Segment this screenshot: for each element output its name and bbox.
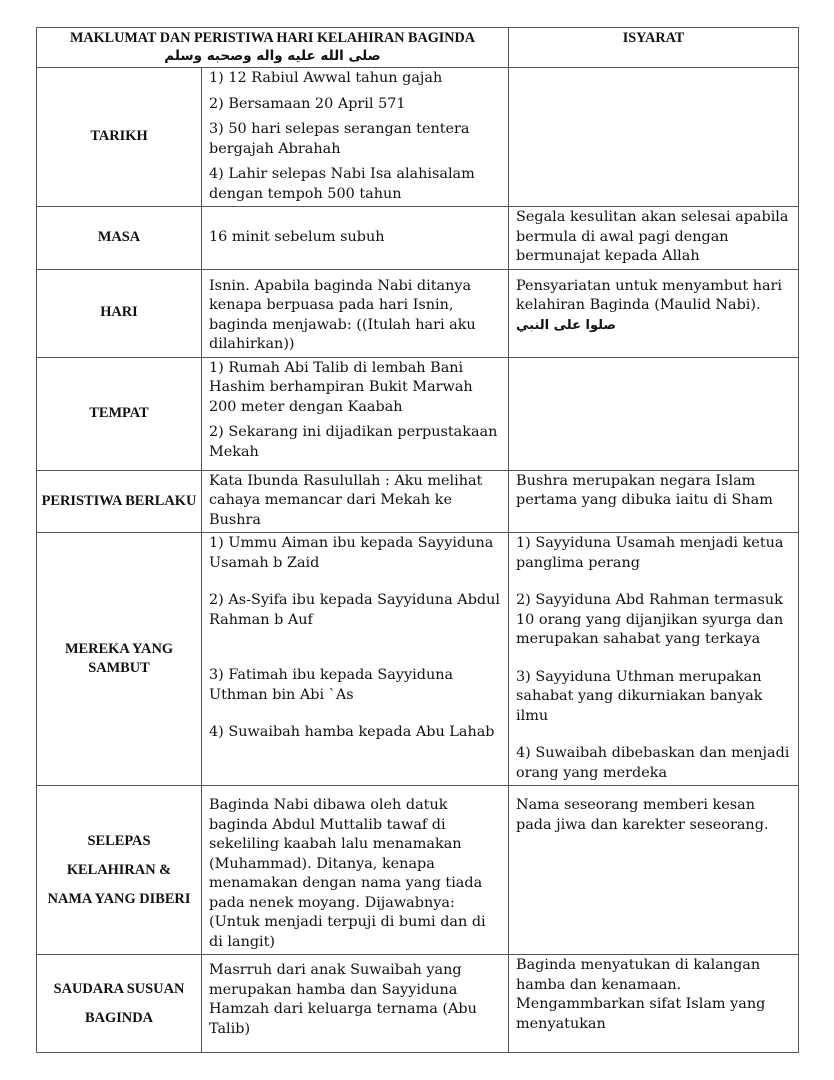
info-item: 1) Rumah Abi Talib di lembah Bani Hashim berhampiran Bukit Marwah 200 meter dengan Kaabah — [209, 359, 473, 415]
table-row — [37, 786, 799, 955]
sign-item: 1) Sayyiduna Usamah menjadi ketua panglima perang — [516, 535, 784, 571]
sign-cell — [509, 357, 799, 470]
row-label-line: BAGINDA — [85, 1009, 153, 1026]
sign-item: Baginda menyatukan di kalangan hamba dan kenamaan. Mengammbarkan sifat Islam yang menyatukan — [516, 957, 766, 1032]
info-item: 2) Sekarang ini dijadikan perpustakaan Mekah — [209, 424, 498, 460]
row-label: MEREKA YANG SAMBUT — [37, 533, 202, 786]
info-item: Kata Ibunda Rasulullah : Aku melihat cahaya memancar dari Mekah ke Bushra — [209, 472, 483, 528]
table-row — [37, 269, 799, 357]
sign-item: Segala kesulitan akan selesai apabila bermula di awal pagi dengan bermunajat kepada Allah — [516, 209, 789, 264]
birth-info-table — [36, 27, 799, 1053]
sign-column-header: ISYARAT — [509, 28, 799, 68]
info-item: Isnin. Apabila baginda Nabi ditanya kenapa berpuasa pada hari Isnin, baginda menjawab: ((Itulah hari aku dilahirkan)) — [209, 277, 476, 352]
row-label — [37, 786, 202, 955]
info-cell — [202, 269, 509, 357]
sign-cell — [509, 269, 799, 357]
table-row — [37, 207, 799, 270]
row-label: MASA — [37, 207, 202, 270]
sign-item: 3) Sayyiduna Uthman merupakan sahabat yang dikurniakan banyak ilmu — [516, 668, 763, 724]
info-cell — [202, 786, 509, 955]
row-label-line: KELAHIRAN & — [66, 861, 172, 878]
row-label: TARIKH — [37, 68, 202, 207]
info-cell — [202, 68, 509, 207]
info-cell — [202, 955, 509, 1053]
row-label — [37, 955, 202, 1053]
info-item: 3) 50 hari selepas serangan tentera bergajah Abrahah — [209, 121, 470, 157]
sign-item: Nama seseorang memberi kesan pada jiwa dan karekter seseorang. — [516, 797, 769, 833]
sign-cell — [509, 68, 799, 207]
row-label: TEMPAT — [37, 357, 202, 470]
info-item: 16 minit sebelum subuh — [209, 228, 385, 245]
header-row — [37, 28, 799, 68]
table-row — [37, 470, 799, 533]
row-label-line: SELEPAS — [87, 832, 151, 849]
sign-cell — [509, 533, 799, 786]
sign-arabic-salawat: صلوا على النبي — [516, 317, 616, 333]
row-label-line: NAMA YANG DIBERI — [47, 890, 191, 907]
sign-item: 4) Suwaibah dibebaskan dan menjadi orang yang merdeka — [516, 745, 790, 781]
sign-cell — [509, 470, 799, 533]
info-cell — [202, 357, 509, 470]
sign-cell — [509, 786, 799, 955]
info-item: 2) As-Syifa ibu kepada Sayyiduna Abdul Rahman b Auf — [209, 592, 500, 628]
table-row — [37, 955, 799, 1053]
info-item: 4) Lahir selepas Nabi Isa alahisalam dengan tempoh 500 tahun — [209, 166, 475, 202]
info-column-header — [37, 28, 509, 68]
table-row — [37, 533, 799, 786]
info-item: Masrruh dari anak Suwaibah yang merupakan hamba dan Sayyiduna Hamzah dari keluarga ternama (Abu Talib) — [209, 962, 477, 1037]
info-cell — [202, 533, 509, 786]
sign-cell — [509, 207, 799, 270]
row-label: PERISTIWA BERLAKU — [37, 470, 202, 533]
table-row — [37, 357, 799, 470]
sign-item: 2) Sayyiduna Abd Rahman termasuk 10 orang yang dijanjikan syurga dan merupakan sahabat yang terkaya — [516, 592, 784, 647]
info-cell — [202, 470, 509, 533]
info-item: 2) Bersamaan 20 April 571 — [209, 95, 406, 112]
sign-item: Bushra merupakan negara Islam pertama yang dibuka iaitu di Sham — [516, 472, 773, 508]
info-item: 1) 12 Rabiul Awwal tahun gajah — [209, 70, 443, 86]
sign-cell — [509, 955, 799, 1053]
table-row — [37, 68, 799, 207]
info-column-arabic-salutation: صلى الله عليه واله وصحبه وسلم — [164, 48, 381, 64]
info-cell — [202, 207, 509, 270]
info-item: 4) Suwaibah hamba kepada Abu Lahab — [209, 724, 495, 740]
row-label: HARI — [37, 269, 202, 357]
info-item: 1) Ummu Aiman ibu kepada Sayyiduna Usamah b Zaid — [209, 535, 494, 571]
info-item: Baginda Nabi dibawa oleh datuk baginda Abdul Muttalib tawaf di sekeliling kaabah lalu menamakan (Muhammad). Ditanya, kenapa menamakan dengan nama yang tiada pada nenek moyang. Dijawabnya: (Untuk menjadi terpuji di bumi dan di di langit) — [209, 797, 486, 950]
info-column-title: MAKLUMAT DAN PERISTIWA HARI KELAHIRAN BAGINDA — [69, 30, 476, 46]
info-item: 3) Fatimah ibu kepada Sayyiduna Uthman bin Abi `As — [209, 667, 454, 703]
sign-item: Pensyariatan untuk menyambut hari kelahiran Baginda (Maulid Nabi). — [516, 277, 783, 313]
row-label-line: SAUDARA SUSUAN — [53, 980, 185, 997]
